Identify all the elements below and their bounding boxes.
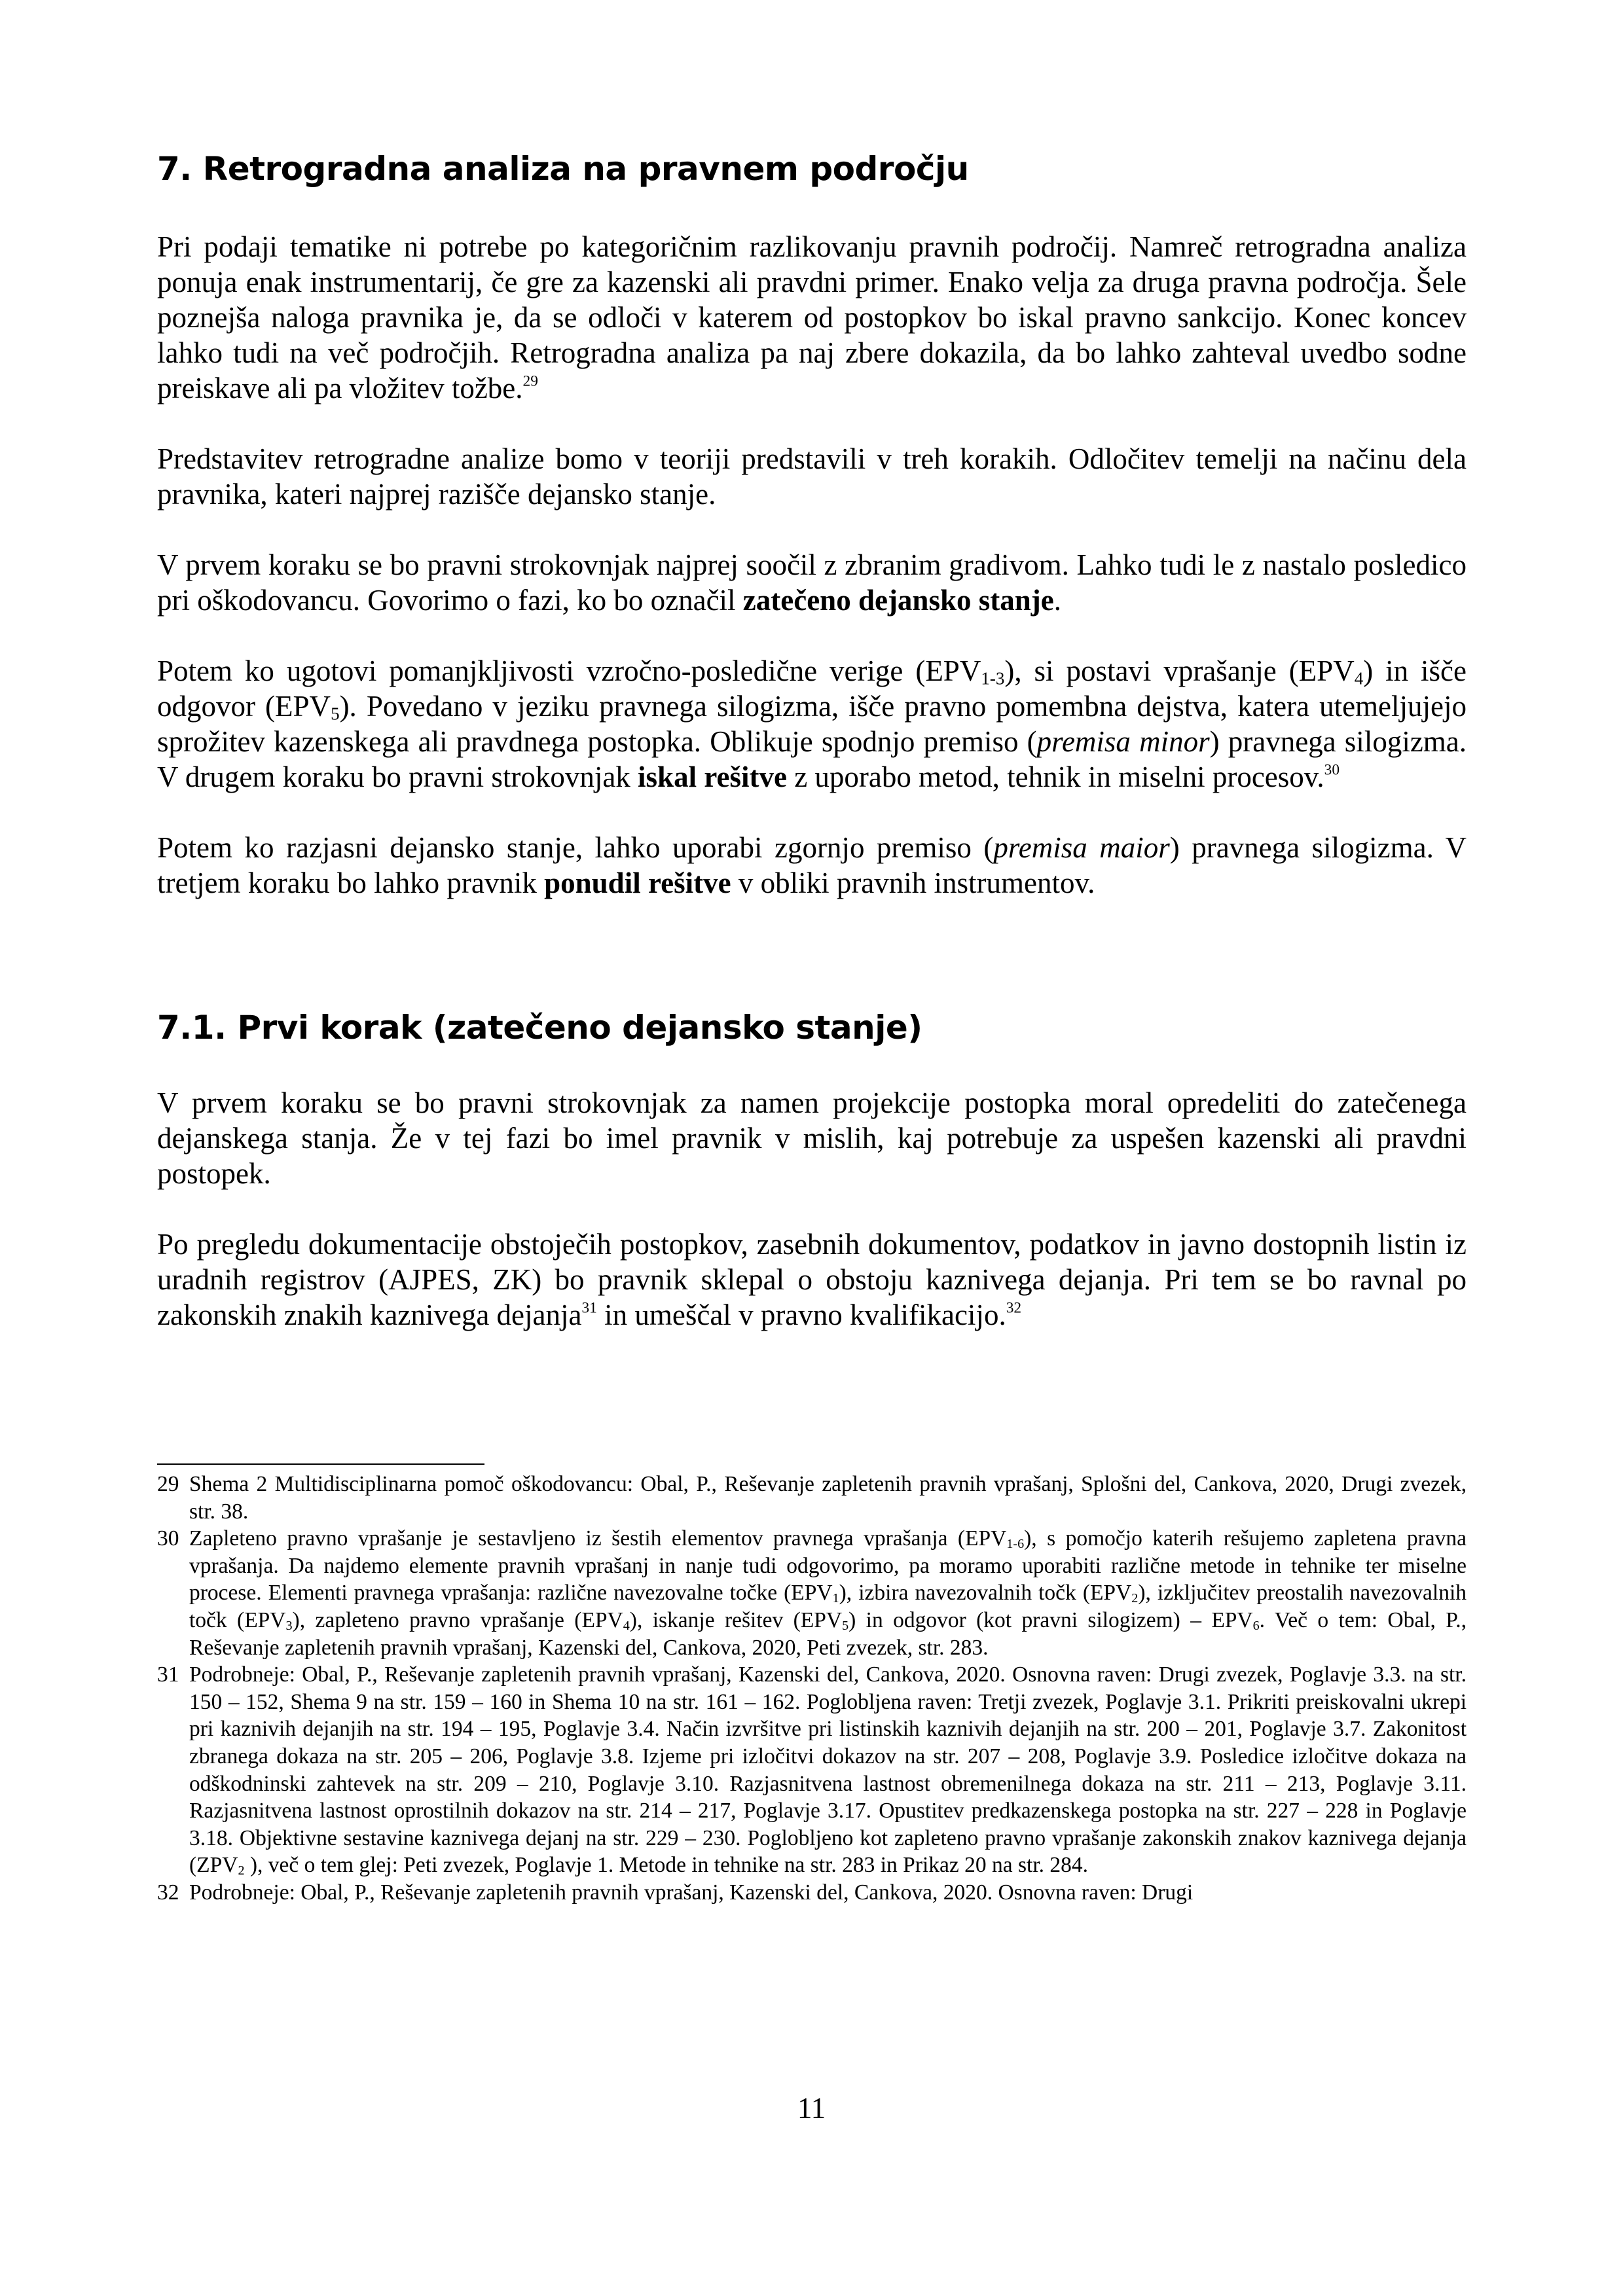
footnote-number: 29 bbox=[157, 1472, 179, 1496]
section-heading-7: 7. Retrogradna analiza na pravnem področju bbox=[157, 150, 969, 188]
footnote-29 bbox=[157, 1471, 1467, 1525]
footnote-separator bbox=[157, 1463, 484, 1465]
footnote-text: Shema 2 Multidisciplinarna pomoč oškodovancu: Obal, P., Reševanje zapletenih pravnih vprašanj, Splošni del, Cankova, 2020, Drugi zvezek, str. 38. bbox=[189, 1472, 1467, 1524]
paragraph-3: V prvem koraku se bo pravni strokovnjak najprej soočil z zbranim gradivom. Lahko tudi le z nastalo posledico pri oškodovancu. Govorimo o fazi, ko bo označil zatečeno dejansko stanje. bbox=[157, 548, 1467, 617]
footnotes-section bbox=[157, 1471, 1467, 1907]
footnote-ref-29[interactable]: 29 bbox=[522, 372, 538, 390]
bold-phrase: iskal rešitve bbox=[638, 761, 787, 793]
footnote-text: Podrobneje: Obal, P., Reševanje zapletenih pravnih vprašanj, Kazenski del, Cankova, 2020. Osnovna raven: Drugi bbox=[189, 1880, 1194, 1905]
footnote-number: 31 bbox=[157, 1662, 179, 1687]
paragraph-5: Potem ko razjasni dejansko stanje, lahko uporabi zgornjo premiso (premisa maior) pravnega silogizma. V tretjem koraku bo lahko pravnik ponudil rešitve v obliki pravnih instrumentov. bbox=[157, 831, 1467, 899]
footnote-number: 32 bbox=[157, 1880, 179, 1905]
paragraph-2: Predstavitev retrogradne analize bomo v teoriji predstavili v treh korakih. Odločitev temelji na načinu dela pravnika, kateri najprej razišče dejansko stanje. bbox=[157, 442, 1467, 511]
footnote-ref-32[interactable]: 32 bbox=[1006, 1299, 1022, 1317]
footnote-number: 30 bbox=[157, 1526, 179, 1551]
paragraph-1 bbox=[157, 229, 1467, 406]
footnote-31: 31 Podrobneje: Obal, P., Reševanje zapletenih pravnih vprašanj, Kazenski del, Cankova, 2020. Osnovna raven: Drugi zvezek, Poglavje 3.3. na str. 150 – 152, Shema 9 na str. 159 – 160 in Shema 10 na str. 161 – 162. Poglobljena raven: Tretji zvezek, Poglavje 3.1. Prikriti preiskovalni ukrepi pri kaznivih dejanjih na str. 194 – 195, Poglavje 3.4. Način izvršitve pri listinskih kaznivih dejanjih na str. 200 – 201, Poglavje 3.7. Zakonitost zbranega dokaza na str. 205 – 206, Poglavje 3.8. Izjeme pri izločitvi dokazov na str. 207 – 208, Poglavje 3.9. Posledice izločitve dokaza na odškodninski zahtevek na str. 209 – 210, Poglavje 3.10. Razjasnitvena lastnost obremenilnega dokaza na str. 211 – 213, Poglavje 3.11. Razjasnitvena lastnost oprostilnih dokazov na str. 214 – 217, Poglavje 3.17. Opustitev predkazenskega postopka na str. 227 – 228 in Poglavje 3.18. Objektivne sestavine kaznivega dejanj na str. 229 – 230. Poglobljeno kot zapleteno pravno vprašanje zakonskih znakov kaznivega dejanja ($ZPV_2$ ), več o tem glej: Peti zvezek, Poglavje 1. Metode in tehnike na str. 283 in Prikaz 20 na str. 284. bbox=[157, 1662, 1467, 1878]
paragraph-4: Potem ko ugotovi pomanjkljivosti vzročno-posledične verige $(EPV_{1-3})$, si postavi vprašanje $(EPV_4)$ in išče odgovor $(EPV_5)$. Povedano v jeziku pravnega silogizma, išče pravno pomembna dejstva, katera utemeljujejo sprožitev kazenskega ali pravdnega postopka. Oblikuje spodnjo premiso (premisa minor) pravnega silogizma. V drugem koraku bo pravni strokovnjak iskal rešitve z uporabo metod, tehnik in miselni procesov.$^{30}$ bbox=[157, 655, 1467, 793]
bold-phrase: zatečeno dejansko stanje bbox=[742, 584, 1054, 617]
paragraph-7: Po pregledu dokumentacije obstoječih postopkov, zasebnih dokumentov, podatkov in javno dostopnih listin iz uradnih registrov (AJPES, ZK) bo pravnik sklepal o obstoju kaznivega dejanja. Pri tem se bo ravnal po zakonskih znakih kaznivega dejanja$^{31}$ in umeščal v pravno kvalifikacijo.$^{32}$ bbox=[157, 1228, 1467, 1331]
footnote-ref-31[interactable]: 31 bbox=[581, 1299, 597, 1317]
paragraph-1-text: Pri podaji tematike ni potrebe po kategoričnim razlikovanju pravnih področij. Namreč retrogradna analiza ponuja enak instrumentarij, če gre za kazenski ali pravdni primer. Enako velja za druga pravna področja. Šele poznejša naloga pravnika je, da se odloči v katerem od postopkov bo iskal pravno sankcijo. Konec koncev lahko tudi na več področjih. Retrogradna analiza pa naj zbere dokazila, da bo lahko zahteval uvedbo sodne preiskave ali pa vložitev tožbe. bbox=[157, 230, 1467, 404]
main-content bbox=[157, 149, 1467, 1333]
section-heading-7-1: 7.1. Prvi korak (zatečeno dejansko stanje) bbox=[157, 1009, 922, 1047]
footnote-32 bbox=[157, 1879, 1467, 1907]
italic-phrase: premisa minor bbox=[1036, 725, 1210, 758]
paragraph-6: V prvem koraku se bo pravni strokovnjak za namen projekcije postopka moral opredeliti do zatečenega dejanskega stanja. Že v tej fazi bo imel pravnik v mislih, kaj potrebuje za uspešen kazenski ali pravdni postopek. bbox=[157, 1086, 1467, 1190]
page-number: 11 bbox=[797, 2092, 826, 2125]
footnote-ref-30[interactable]: 30 bbox=[1324, 761, 1340, 779]
footnote-30: 30 Zapleteno pravno vprašanje je sestavljeno iz šestih elementov pravnega vprašanja $(EPV_{1-6})$, s pomočjo katerih rešujemo zapletena pravna vprašanja. Da najdemo elemente pravnih vprašanj in nanje tudi odgovorimo, pa moramo uporabiti različne metode in tehnike ter miselne procese. Elementi pravnega vprašanja: različne navezovalne točke $(EPV_1)$, izbira navezovalnih točk $(EPV_2)$, izključitev preostalih navezovalnih točk $(EPV_3)$, zapleteno pravno vprašanje $(EPV_4)$, iskanje rešitev $(EPV_5)$ in odgovor (kot pravni silogizem) – $EPV_6$. Več o tem: Obal, P., Reševanje zapletenih pravnih vprašanj, Kazenski del, Cankova, 2020, Peti zvezek, str. 283. bbox=[157, 1526, 1467, 1660]
bold-phrase: ponudil rešitve bbox=[544, 867, 731, 899]
italic-phrase: premisa maior bbox=[993, 831, 1170, 864]
